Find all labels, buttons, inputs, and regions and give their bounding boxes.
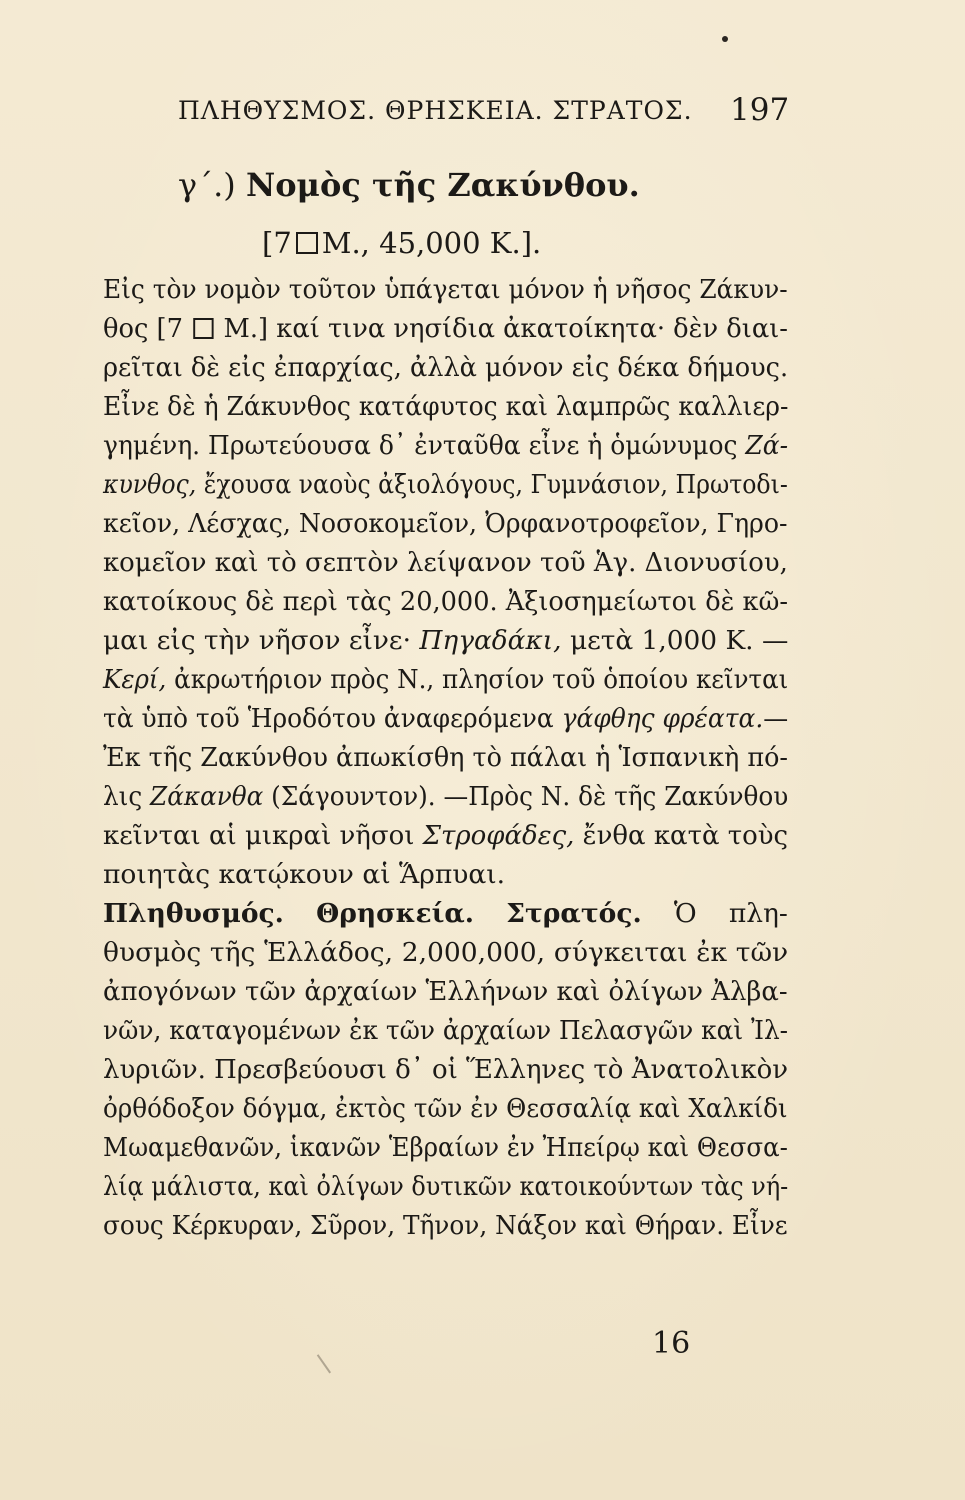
line-text: λυριῶν. Πρεσβεύουσι δ᾽ οἱ Ἕλληνες τὸ Ἀνατολικὸν [103,1054,789,1085]
text-line [103,465,788,504]
line-part: λις [103,781,143,812]
running-head: ΠΛΗΘΥΣΜΟΣ. ΘΡΗΣΚΕΙΑ. ΣΤΡΑΤΟΣ. [178,96,693,125]
line-text: κομεῖον καὶ τὸ σεπτὸν λείψανον τοῦ Ἁγ. Διονυσίου, [103,547,788,578]
page-number: 197 [730,92,790,128]
line-part: τὰ ὑπὸ τοῦ Ἡροδότου ἀναφερόμενα [103,703,554,734]
line-text [103,465,788,504]
line-text: Εἰς τὸν νομὸν τοῦτον ὑπάγεται μόνον ἡ νῆσος Ζάκυν- [103,274,788,305]
line-text [103,426,788,465]
line-text: σους Κέρκυραν, Σῦρον, Τῆνον, Νάξον καὶ Θήραν. Εἶνε [103,1210,788,1241]
text-line [103,387,788,426]
line-text: Ἐκ τῆς Ζακύνθου ἀπωκίσθη τὸ πάλαι ἡ Ἱσπανικὴ πό- [103,742,788,773]
text-line [103,504,788,543]
line-text: θυσμὸς τῆς Ἑλλάδος, 2,000,000, σύγκειται ἐκ τῶν [103,937,789,968]
line-part: θος [7 [103,313,183,344]
line-text [103,894,788,933]
text-line [103,855,788,894]
italic-name: γάφθης φρέατα. [561,703,764,734]
body-text [103,270,788,1245]
text-line [103,777,788,816]
line-text [103,621,788,660]
text-line [103,1050,788,1089]
text-line [103,933,788,972]
area-open: [7 [262,226,292,260]
text-line [103,582,788,621]
text-line [103,270,788,309]
line-text [103,699,788,738]
text-line [103,660,788,699]
line-text: ὀρθόδοξον δόγμα, ἐκτὸς τῶν ἐν Θεσσαλίᾳ καὶ Χαλκίδι [103,1093,788,1124]
section-prefix: γ΄.) [178,166,236,204]
line-text: νῶν, καταγομένων ἐκ τῶν ἀρχαίων Πελασγῶν καὶ Ἰλ- [103,1015,789,1046]
text-line [103,543,788,582]
line-text [103,777,788,816]
section-heading: Νομὸς τῆς Ζακύνθου. [245,166,640,204]
italic-name: Ζάκανθα [150,781,264,812]
text-line [103,426,788,465]
line-part: ἔνθα κατὰ τοὺς [582,820,789,851]
text-line [103,816,788,855]
italic-name: Στροφάδες, [422,820,575,851]
text-line [103,1128,788,1167]
stray-mark [317,1349,339,1374]
line-part: μετὰ 1,000 Κ. — [569,625,789,656]
line-text: κατοίκους δὲ περὶ τὰς 20,000. Ἀξιοσημείωτοι δὲ κῶ- [103,586,789,617]
text-line [103,309,788,348]
bold-heading: Πληθυσμός. [103,898,284,929]
text-line [103,699,788,738]
line-part: ἔχουσα ναοὺς ἀξιολόγους, Γυμνάσιον, Πρωτοδι- [203,469,788,500]
text-line [103,1206,788,1245]
line-part: μαι εἰς τὴν νῆσον εἶνε· [103,625,411,656]
line-text: ποιητὰς κατῴκουν αἱ Ἅρπυαι. [103,859,506,890]
line-text: Εἶνε δὲ ἡ Ζάκυνθος κατάφυτος καὶ λαμπρῶς καλλιερ- [103,391,789,422]
text-line [103,894,788,933]
section-title [178,166,640,204]
text-line [103,1167,788,1206]
line-part: ἀκρωτήριον πρὸς Ν., πλησίον τοῦ ὁποίου κεῖνται [174,664,789,695]
area-line [262,226,541,260]
bold-heading: Στρατός. [506,898,642,929]
italic-name: Ζά- [745,430,789,461]
text-line [103,1011,788,1050]
line-part: Ὁ πλη- [673,898,788,929]
text-line [103,972,788,1011]
line-part: — [763,703,789,734]
line-text [103,816,788,855]
area-rest: Μ., 45,000 Κ.]. [321,226,542,260]
bold-heading: Θρησκεία. [316,898,475,929]
text-line [103,738,788,777]
text-line [103,348,788,387]
signature-mark: 16 [652,1326,691,1361]
italic-name: Πηγαδάκι, [419,625,562,656]
italic-name: Κερί, [103,664,167,695]
line-part: (Σάγουντον). —Πρὸς Ν. δὲ τῆς Ζακύνθου [271,781,789,812]
line-text [103,309,788,348]
line-text: Μωαμεθανῶν, ἱκανῶν Ἑβραίων ἐν Ἠπείρῳ καὶ Θεσσα- [103,1132,788,1163]
text-line [103,621,788,660]
line-text: κεῖον, Λέσχας, Νοσοκομεῖον, Ὀρφανοτροφεῖον, Γηρο- [103,508,788,539]
line-part: Μ.] καί τινα νησίδια ἀκατοίκητα· δὲν διαι- [223,313,788,344]
line-part: γημένη. Πρωτεύουσα δ᾽ ἐνταῦθα εἶνε ἡ ὁμώνυμος [103,430,738,461]
text-line [103,1089,788,1128]
line-part: κεῖνται αἱ μικραὶ νῆσοι [103,820,415,851]
line-text: λίᾳ μάλιστα, καὶ ὀλίγων δυτικῶν κατοικούντων τὰς νή- [103,1171,789,1202]
square-icon [296,232,318,254]
line-text: ρεῖται δὲ εἰς ἐπαρχίας, ἀλλὰ μόνον εἰς δέκα δήμους. [103,352,789,383]
italic-name: κυνθος, [103,469,197,500]
square-icon [193,318,213,339]
ink-dot [722,36,728,42]
line-text [103,660,788,699]
line-text: ἀπογόνων τῶν ἀρχαίων Ἑλλήνων καὶ ὀλίγων Ἀλβα- [103,976,788,1007]
